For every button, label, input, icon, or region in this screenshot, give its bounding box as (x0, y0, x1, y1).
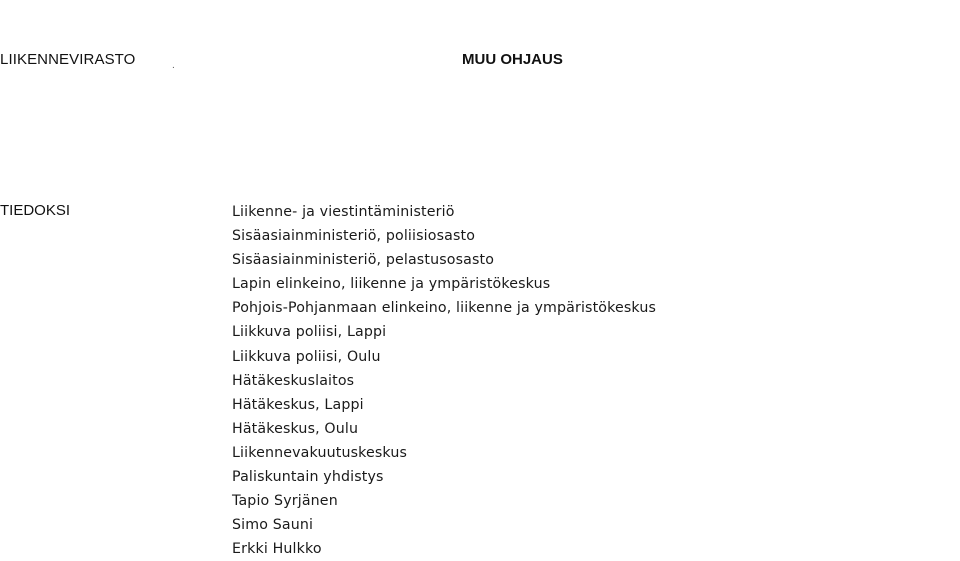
recipient-list (232, 200, 656, 561)
recipient-item: Sisäasiainministeriö, poliisiosasto (232, 228, 476, 245)
distribution-label: TIEDOKSI (0, 202, 71, 219)
recipient-item: Simo Sauni (232, 517, 314, 534)
recipient-item: Tapio Syrjänen (232, 493, 338, 510)
sender-name: LIIKENNEVIRASTO (0, 51, 136, 68)
recipient-item: Liikennevakuutuskeskus (232, 444, 408, 461)
recipient-item: Hätäkeskus, Oulu (232, 420, 359, 437)
document-type: MUU OHJAUS (462, 51, 563, 68)
recipient-item: Paliskuntain yhdistys (232, 469, 384, 486)
recipient-item: Liikkuva poliisi, Oulu (232, 348, 381, 365)
recipient-item: Hätäkeskus, Lappi (232, 396, 364, 413)
recipient-item: Pohjois-Pohjanmaan elinkeino, liikenne ja ympäristökeskus (232, 300, 657, 317)
recipient-item: Lapin elinkeino, liikenne ja ympäristökeskus (232, 276, 551, 293)
recipient-item: Liikkuva poliisi, Lappi (232, 324, 387, 341)
recipient-item: Liikenne- ja viestintäministeriö (232, 204, 455, 220)
scan-mark: . (172, 60, 175, 71)
recipient-item: Sisäasiainministeriö, pelastusosasto (232, 252, 495, 269)
recipient-item: Hätäkeskuslaitos (232, 372, 355, 389)
recipient-item: Erkki Hulkko (232, 541, 322, 558)
